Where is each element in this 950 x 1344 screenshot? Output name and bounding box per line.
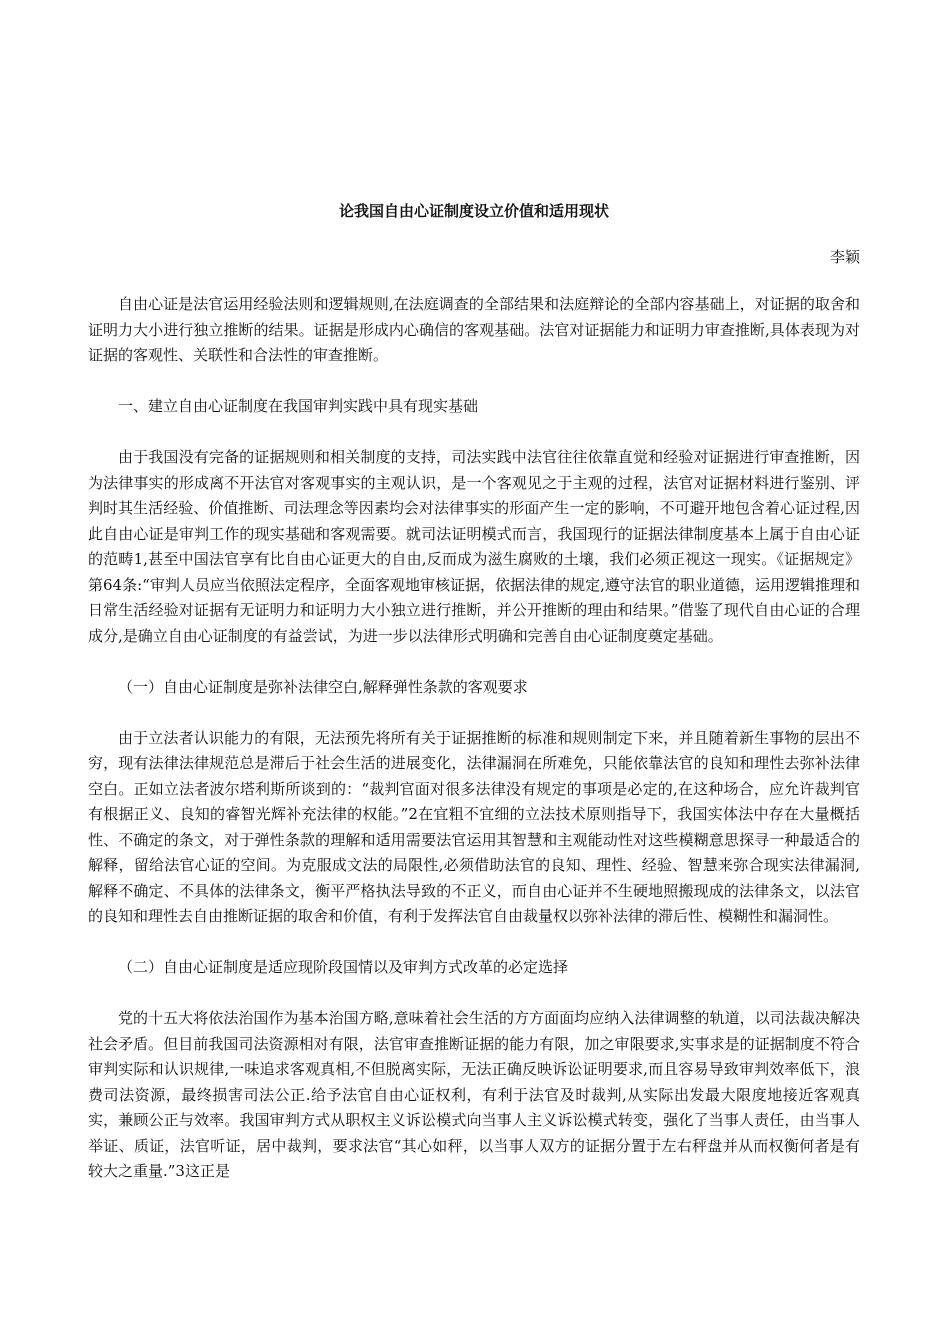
section-heading-1: 一、建立自由心证制度在我国审判实践中具有现实基础 xyxy=(118,397,479,415)
author-name: 李颖 xyxy=(829,248,860,266)
paragraph-gap xyxy=(88,649,860,675)
subsection-heading-1: （一）自由心证制度是弥补法律空白,解释弹性条款的客观要求 xyxy=(118,677,528,696)
paragraph-gap xyxy=(88,930,860,956)
document-page xyxy=(88,0,860,1344)
paragraph-gap xyxy=(88,369,860,395)
subsection-heading-2: （二）自由心证制度是适应现阶段国情以及审判方式改革的必定选择 xyxy=(118,958,569,976)
document-body xyxy=(88,292,860,1185)
paragraph-gap xyxy=(88,981,860,1007)
paragraph-subsection-1: 由于立法者认识能力的有限，无法预先将所有关于证据推断的标准和规则制定下来，并且随着新生事物的层出不穷，现有法律法律规范总是滞后于社会生活的进展变化，法律漏洞在所难免，只能依靠法官的良知和理性去弥补法律空白。正如立法者波尔塔利斯所谈到的：“裁判官面对很多法律没有规定的事项是必定的,在这种场合，应允许裁判官有根据正义、良知的睿智光辉补充法律的权能。”2在宜粗不宜细的立法技术原则指导下，我国实体法中存在大量概括性、不确定的条文，对于弹性条款的理解和适用需要法官运用其智慧和主观能动性对这些模糊意思探寻一种最适合的解释，留给法官心证的空间。为克服成文法的局限性,必须借助法官的良知、理性、经验、智慧来弥合现实法律漏洞,解释不确定、不具体的法律条文，衡平严格执法导致的不正义，而自由心证并不生硬地照搬现成的法律条文，以法官的良知和理性去自由推断证据的取舍和价值，有利于发挥法官自由裁量权以弥补法律的滞后性、模糊性和漏洞性。 xyxy=(88,728,860,925)
paragraph-subsection-2: 党的十五大将依法治国作为基本治国方略,意味着社会生活的方方面面均应纳入法律调整的轨道，以司法裁决解决社会矛盾。但目前我国司法资源相对有限，法官审查推断证据的能力有限，加之审限要求,实事求是的证据制度不符合审判实际和认识规律,一味追求客观真相,不但脱离实际，无法正确反映诉讼证明要求,而且容易导致审判效率低下，浪费司法资源，最终损害司法公正.给予法官自由心证权利，有利于法官及时裁判,从实际出发最大限度地接近客观真实，兼顾公正与效率。我国审判方式从职权主义诉讼模式向当事人主义诉讼模式转变，强化了当事人责任，由当事人举证、质证，法官听证，居中裁判，要求法官“其心如秤，以当事人双方的证据分置于左右秤盘并从而权衡何者是有较大之重量.”3这正是 xyxy=(88,1009,860,1180)
document-title: 论我国自由心证制度设立价值和适用现状 xyxy=(338,202,609,220)
paragraph-gap xyxy=(88,420,860,446)
paragraph-intro: 自由心证是法官运用经验法则和逻辑规则,在法庭调查的全部结果和法庭辩论的全部内容基础上，对证据的取舍和证明力大小进行独立推断的结果。证据是形成内心确信的客观基础。法官对证据能力和证明力审查推断,具体表现为对证据的客观性、关联性和合法性的审查推断。 xyxy=(88,295,860,364)
paragraph-section-1: 由于我国没有完备的证据规则和相关制度的支持，司法实践中法官往往依靠直觉和经验对证据进行审查推断，因为法律事实的形成离不开法官对客观事实的主观认识，是一个客观见之于主观的过程，法官对证据材料进行鉴别、评判时其生活经验、价值推断、司法理念等因素均会对法律事实的形面产生一定的影响，不可避开地包含着心证过程,因此自由心证是审判工作的现实基础和客观需要。就司法证明模式而言，我国现行的证据法律制度基本上属于自由心证的范畴1,甚至中国法官享有比自由心证更大的自由,反而成为滋生腐败的土壤，我们必须正视这一现实。《证据规定》第64条:“审判人员应当依照法定程序，全面客观地审核证据，依据法律的规定,遵守法官的职业道德，运用逻辑推理和日常生活经验对证据有无证明力和证明力大小独立进行推断，并公开推断的理由和结果。”借鉴了现代自由心证的合理成分,是确立自由心证制度的有益尝试，为进一步以法律形式明确和完善自由心证制度奠定基础。 xyxy=(88,448,860,645)
paragraph-gap xyxy=(88,700,860,726)
